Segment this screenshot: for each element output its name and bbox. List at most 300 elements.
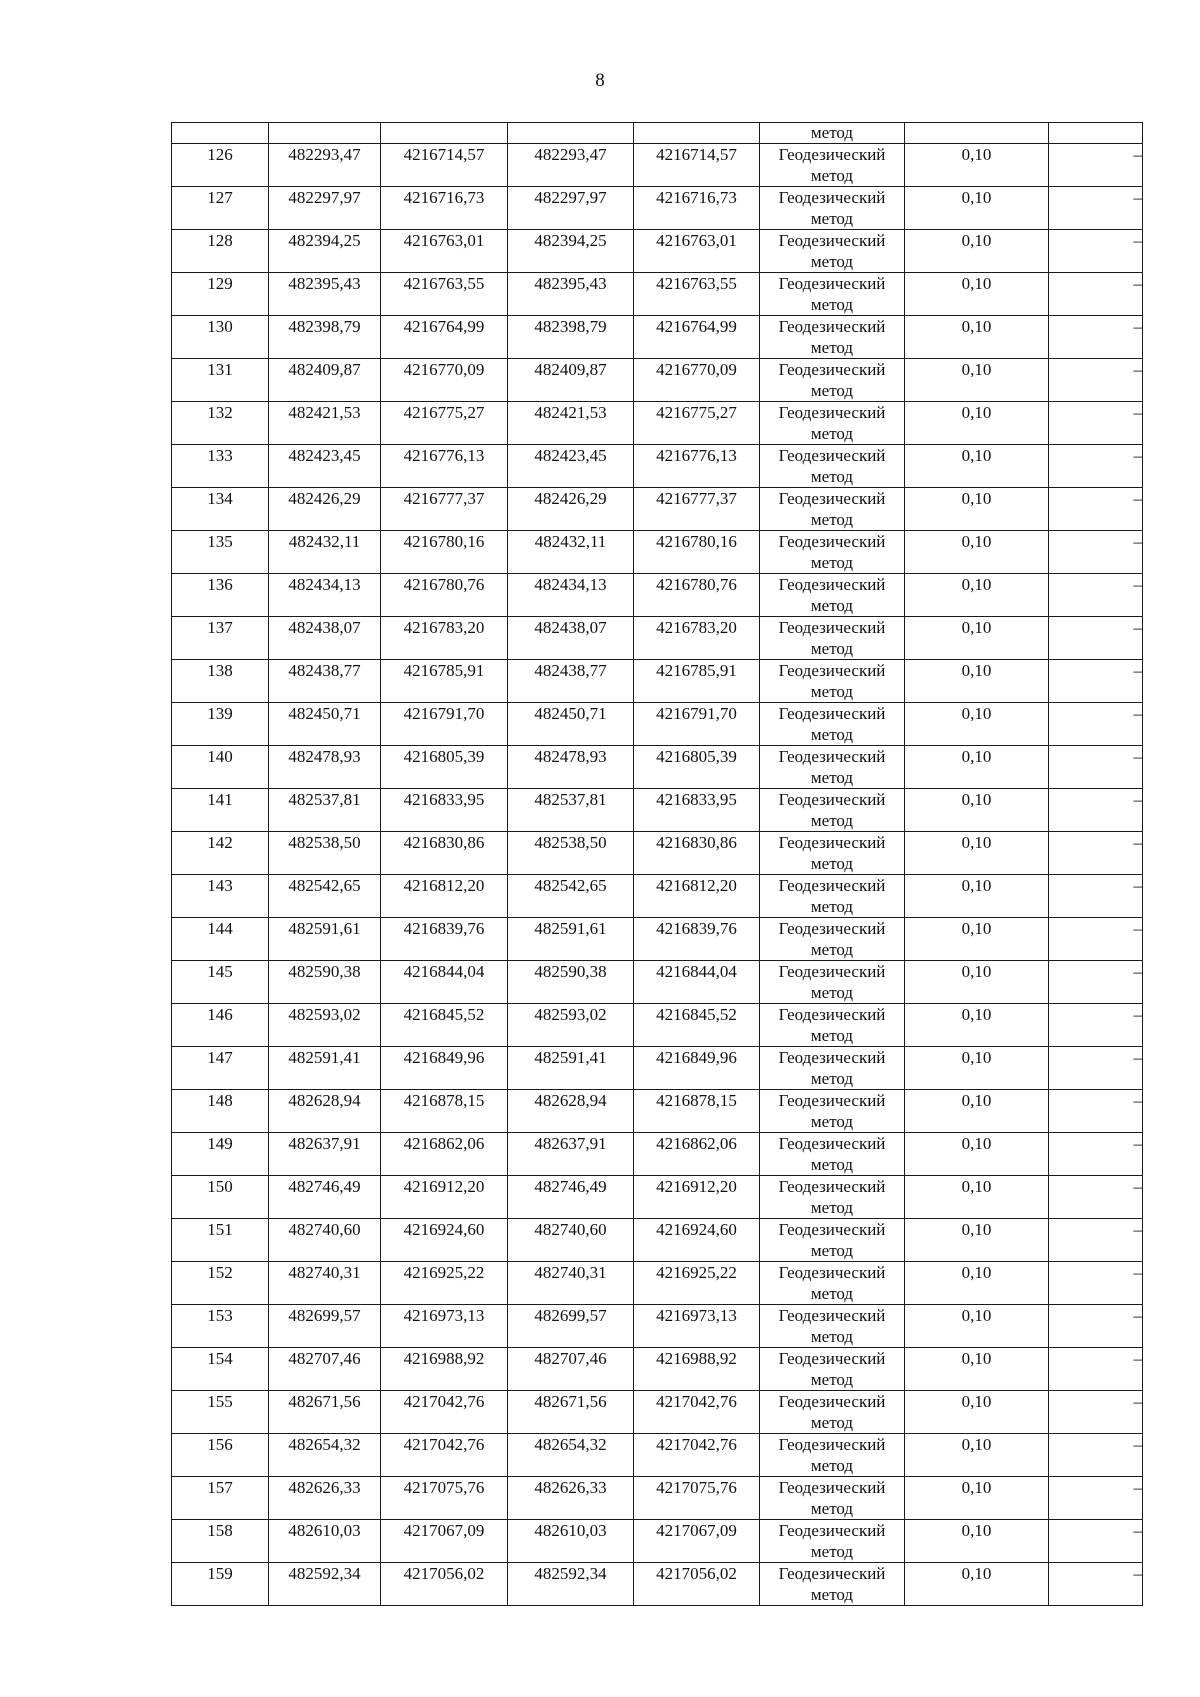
- method-cell: [760, 1176, 905, 1219]
- table-row: [172, 144, 1143, 187]
- table-row: [172, 1047, 1143, 1090]
- method-line: метод: [810, 811, 854, 830]
- method-line: метод: [810, 1112, 854, 1131]
- y-coordinate-cell: 4216812,20: [381, 875, 508, 918]
- x-coordinate-cell: 482398,79: [269, 316, 381, 359]
- table-row: [172, 1477, 1143, 1520]
- x-coordinate-cell: 482450,71: [508, 703, 634, 746]
- method-cell: [760, 230, 905, 273]
- table-row: [172, 488, 1143, 531]
- y-coordinate-cell: 4217067,09: [634, 1520, 760, 1563]
- method-cell: [760, 488, 905, 531]
- y-coordinate-cell: 4216775,27: [634, 402, 760, 445]
- point-number-cell: 155: [172, 1391, 269, 1434]
- x-coordinate-cell: 482699,57: [269, 1305, 381, 1348]
- accuracy-cell: 0,10: [905, 1434, 1049, 1477]
- x-coordinate-cell: 482740,31: [508, 1262, 634, 1305]
- note-cell: –: [1049, 230, 1143, 273]
- note-cell: –: [1049, 1434, 1143, 1477]
- x-coordinate-cell: 482432,11: [508, 531, 634, 574]
- x-coordinate-cell: 482293,47: [508, 144, 634, 187]
- accuracy-cell: 0,10: [905, 1348, 1049, 1391]
- method-line: метод: [810, 424, 854, 443]
- point-number-cell: 144: [172, 918, 269, 961]
- y-coordinate-cell: 4216849,96: [381, 1047, 508, 1090]
- x-coordinate-cell: 482395,43: [269, 273, 381, 316]
- method-line: метод: [810, 897, 854, 916]
- method-cell: [760, 703, 905, 746]
- y-coordinate-cell: 4216844,04: [381, 961, 508, 1004]
- y-coordinate-cell: 4216812,20: [634, 875, 760, 918]
- accuracy-cell: 0,10: [905, 1090, 1049, 1133]
- coordinates-table: [171, 122, 1143, 1606]
- method-cell: [760, 1434, 905, 1477]
- method-line: метод: [810, 1026, 854, 1045]
- method-cell: [760, 746, 905, 789]
- method-line: метод: [810, 1413, 854, 1432]
- point-number-cell: 139: [172, 703, 269, 746]
- y-coordinate-cell: 4216714,57: [381, 144, 508, 187]
- method-line: Геодезический: [778, 1220, 886, 1239]
- method-line: Геодезический: [778, 962, 886, 981]
- y-coordinate-cell: 4216764,99: [634, 316, 760, 359]
- y-coordinate-cell: 4216925,22: [381, 1262, 508, 1305]
- note-cell: –: [1049, 1090, 1143, 1133]
- y-coordinate-cell: 4217042,76: [381, 1391, 508, 1434]
- x-coordinate-cell: 482421,53: [269, 402, 381, 445]
- table-row: [172, 402, 1143, 445]
- method-cell: [760, 1219, 905, 1262]
- y-coordinate-cell: 4216791,70: [634, 703, 760, 746]
- y-coordinate-cell: 4216924,60: [381, 1219, 508, 1262]
- x-coordinate-cell: 482671,56: [269, 1391, 381, 1434]
- accuracy-cell: 0,10: [905, 703, 1049, 746]
- table-row: [172, 746, 1143, 789]
- point-number-cell: 133: [172, 445, 269, 488]
- y-coordinate-cell: 4217056,02: [381, 1563, 508, 1606]
- method-line: метод: [810, 1370, 854, 1389]
- method-cell: [760, 1477, 905, 1520]
- accuracy-cell: 0,10: [905, 617, 1049, 660]
- accuracy-cell: 0,10: [905, 531, 1049, 574]
- x-coordinate-cell: 482593,02: [508, 1004, 634, 1047]
- x-coordinate-cell: 482740,60: [269, 1219, 381, 1262]
- method-line: Геодезический: [778, 747, 886, 766]
- x-coordinate-cell: 482591,61: [269, 918, 381, 961]
- point-number-cell: 159: [172, 1563, 269, 1606]
- x-coordinate-cell: 482542,65: [269, 875, 381, 918]
- y-coordinate-cell: 4216714,57: [634, 144, 760, 187]
- y-coordinate-cell: 4216763,55: [634, 273, 760, 316]
- method-line: метод: [810, 1198, 854, 1217]
- y-coordinate-cell: 4216878,15: [634, 1090, 760, 1133]
- note-cell: –: [1049, 660, 1143, 703]
- x-coordinate-cell: 482394,25: [508, 230, 634, 273]
- method-line: Геодезический: [778, 1392, 886, 1411]
- y-coordinate-cell: 4216770,09: [381, 359, 508, 402]
- note-cell: –: [1049, 1176, 1143, 1219]
- point-number-cell: 128: [172, 230, 269, 273]
- y-coordinate-cell: 4216780,16: [381, 531, 508, 574]
- method-line: Геодезический: [778, 1091, 886, 1110]
- note-cell: –: [1049, 918, 1143, 961]
- method-line: Геодезический: [778, 704, 886, 723]
- x-coordinate-cell: 482654,32: [508, 1434, 634, 1477]
- y-coordinate-cell: 4216830,86: [381, 832, 508, 875]
- x-coordinate-cell: 482538,50: [269, 832, 381, 875]
- method-cell: [760, 1133, 905, 1176]
- accuracy-cell: 0,10: [905, 230, 1049, 273]
- note-cell: –: [1049, 617, 1143, 660]
- method-line: Геодезический: [778, 1134, 886, 1153]
- note-cell: –: [1049, 1133, 1143, 1176]
- method-cell: [760, 617, 905, 660]
- table-row: [172, 531, 1143, 574]
- note-cell: –: [1049, 1563, 1143, 1606]
- method-line: метод: [810, 1284, 854, 1303]
- note-cell: –: [1049, 746, 1143, 789]
- method-line: метод: [810, 1585, 854, 1604]
- accuracy-cell: 0,10: [905, 1262, 1049, 1305]
- y-coordinate-cell: 4216775,27: [381, 402, 508, 445]
- table-row: [172, 1090, 1143, 1133]
- accuracy-cell: 0,10: [905, 488, 1049, 531]
- note-cell: –: [1049, 832, 1143, 875]
- note-cell: –: [1049, 144, 1143, 187]
- method-line: метод: [810, 854, 854, 873]
- point-number-cell: 147: [172, 1047, 269, 1090]
- method-cell: [760, 187, 905, 230]
- note-cell: –: [1049, 1305, 1143, 1348]
- y-coordinate-cell: 4216925,22: [634, 1262, 760, 1305]
- x-coordinate-cell: 482593,02: [269, 1004, 381, 1047]
- x-coordinate-cell: 482293,47: [269, 144, 381, 187]
- y-coordinate-cell: 4216763,01: [381, 230, 508, 273]
- x-coordinate-cell: 482699,57: [508, 1305, 634, 1348]
- x-coordinate-cell: 482626,33: [269, 1477, 381, 1520]
- x-coordinate-cell: 482746,49: [508, 1176, 634, 1219]
- accuracy-cell: 0,10: [905, 1477, 1049, 1520]
- y-coordinate-cell: 4216862,06: [381, 1133, 508, 1176]
- y-coordinate-cell: 4217075,76: [634, 1477, 760, 1520]
- method-cell: [760, 918, 905, 961]
- method-cell: [760, 359, 905, 402]
- method-cell: [760, 1004, 905, 1047]
- y-coordinate-cell: 4216785,91: [381, 660, 508, 703]
- x-coordinate-cell: 482671,56: [508, 1391, 634, 1434]
- method-line: метод: [810, 639, 854, 658]
- y-coordinate-cell: 4216833,95: [634, 789, 760, 832]
- method-cell: [760, 1520, 905, 1563]
- method-line: метод: [810, 553, 854, 572]
- method-line: метод: [810, 725, 854, 744]
- y-coordinate-cell: 4216777,37: [381, 488, 508, 531]
- x-coordinate-cell: 482538,50: [508, 832, 634, 875]
- y-coordinate-cell: 4216839,76: [381, 918, 508, 961]
- y-coordinate-cell: 4216844,04: [634, 961, 760, 1004]
- method-cell: [760, 961, 905, 1004]
- x-coordinate-cell: 482434,13: [508, 574, 634, 617]
- y-coordinate-cell: 4217067,09: [381, 1520, 508, 1563]
- accuracy-cell: 0,10: [905, 316, 1049, 359]
- method-cell: [760, 445, 905, 488]
- y-coordinate-cell: 4216839,76: [634, 918, 760, 961]
- table-cell: [172, 123, 269, 144]
- point-number-cell: 142: [172, 832, 269, 875]
- method-line: метод: [810, 252, 854, 271]
- method-line: Геодезический: [778, 919, 886, 938]
- x-coordinate-cell: 482438,77: [508, 660, 634, 703]
- method-line: Геодезический: [778, 1478, 886, 1497]
- method-line: метод: [810, 768, 854, 787]
- x-coordinate-cell: 482707,46: [508, 1348, 634, 1391]
- y-coordinate-cell: 4216973,13: [634, 1305, 760, 1348]
- x-coordinate-cell: 482394,25: [269, 230, 381, 273]
- y-coordinate-cell: 4216912,20: [634, 1176, 760, 1219]
- x-coordinate-cell: 482537,81: [269, 789, 381, 832]
- method-cell: [760, 875, 905, 918]
- y-coordinate-cell: 4216988,92: [381, 1348, 508, 1391]
- point-number-cell: 137: [172, 617, 269, 660]
- y-coordinate-cell: 4217042,76: [381, 1434, 508, 1477]
- table-row: [172, 832, 1143, 875]
- table-cell: [1049, 123, 1143, 144]
- method-cell: [760, 1348, 905, 1391]
- accuracy-cell: 0,10: [905, 187, 1049, 230]
- y-coordinate-cell: 4216878,15: [381, 1090, 508, 1133]
- table-row: [172, 1520, 1143, 1563]
- table-row: [172, 1434, 1143, 1477]
- point-number-cell: 134: [172, 488, 269, 531]
- y-coordinate-cell: 4216770,09: [634, 359, 760, 402]
- accuracy-cell: 0,10: [905, 144, 1049, 187]
- x-coordinate-cell: 482592,34: [269, 1563, 381, 1606]
- y-coordinate-cell: 4216716,73: [381, 187, 508, 230]
- table-body: [172, 123, 1143, 1606]
- x-coordinate-cell: 482610,03: [269, 1520, 381, 1563]
- x-coordinate-cell: 482637,91: [508, 1133, 634, 1176]
- y-coordinate-cell: 4216776,13: [381, 445, 508, 488]
- point-number-cell: 136: [172, 574, 269, 617]
- x-coordinate-cell: 482423,45: [269, 445, 381, 488]
- table-cell: [269, 123, 381, 144]
- point-number-cell: 146: [172, 1004, 269, 1047]
- accuracy-cell: 0,10: [905, 832, 1049, 875]
- x-coordinate-cell: 482592,34: [508, 1563, 634, 1606]
- accuracy-cell: 0,10: [905, 660, 1049, 703]
- point-number-cell: 154: [172, 1348, 269, 1391]
- table-row: [172, 1391, 1143, 1434]
- page-number: 8: [595, 70, 605, 91]
- accuracy-cell: 0,10: [905, 1219, 1049, 1262]
- method-line: Геодезический: [778, 1435, 886, 1454]
- method-line: Геодезический: [778, 1263, 886, 1282]
- table-cell: [381, 123, 508, 144]
- accuracy-cell: 0,10: [905, 1563, 1049, 1606]
- x-coordinate-cell: 482297,97: [269, 187, 381, 230]
- y-coordinate-cell: 4216776,13: [634, 445, 760, 488]
- x-coordinate-cell: 482438,07: [508, 617, 634, 660]
- accuracy-cell: 0,10: [905, 574, 1049, 617]
- table-row: [172, 789, 1143, 832]
- note-cell: –: [1049, 1348, 1143, 1391]
- y-coordinate-cell: 4216763,01: [634, 230, 760, 273]
- note-cell: –: [1049, 1391, 1143, 1434]
- method-line: Геодезический: [778, 1564, 886, 1583]
- accuracy-cell: 0,10: [905, 1520, 1049, 1563]
- point-number-cell: 152: [172, 1262, 269, 1305]
- method-line: метод: [810, 467, 854, 486]
- method-cell: [760, 402, 905, 445]
- y-coordinate-cell: 4216780,76: [381, 574, 508, 617]
- x-coordinate-cell: 482423,45: [508, 445, 634, 488]
- method-cell: [760, 574, 905, 617]
- note-cell: –: [1049, 789, 1143, 832]
- y-coordinate-cell: 4216833,95: [381, 789, 508, 832]
- note-cell: –: [1049, 531, 1143, 574]
- method-line: Геодезический: [778, 145, 886, 164]
- method-line: Геодезический: [778, 317, 886, 336]
- y-coordinate-cell: 4216830,86: [634, 832, 760, 875]
- method-line: Геодезический: [778, 446, 886, 465]
- method-cell: [760, 832, 905, 875]
- accuracy-cell: 0,10: [905, 875, 1049, 918]
- x-coordinate-cell: 482297,97: [508, 187, 634, 230]
- method-line: метод: [810, 1542, 854, 1561]
- table-row: [172, 617, 1143, 660]
- note-cell: –: [1049, 488, 1143, 531]
- x-coordinate-cell: 482591,41: [269, 1047, 381, 1090]
- method-line: метод: [810, 940, 854, 959]
- point-number-cell: 150: [172, 1176, 269, 1219]
- method-line: Геодезический: [778, 833, 886, 852]
- table-row: [172, 1563, 1143, 1606]
- method-line: метод: [810, 1499, 854, 1518]
- method-cell: [760, 789, 905, 832]
- x-coordinate-cell: 482590,38: [269, 961, 381, 1004]
- accuracy-cell: 0,10: [905, 1133, 1049, 1176]
- y-coordinate-cell: 4216973,13: [381, 1305, 508, 1348]
- method-line: Геодезический: [778, 274, 886, 293]
- point-number-cell: 157: [172, 1477, 269, 1520]
- note-cell: –: [1049, 574, 1143, 617]
- method-line: Геодезический: [778, 618, 886, 637]
- table-row: [172, 961, 1143, 1004]
- note-cell: –: [1049, 187, 1143, 230]
- table-row: [172, 1219, 1143, 1262]
- y-coordinate-cell: 4216912,20: [381, 1176, 508, 1219]
- x-coordinate-cell: 482591,61: [508, 918, 634, 961]
- x-coordinate-cell: 482740,31: [269, 1262, 381, 1305]
- point-number-cell: 126: [172, 144, 269, 187]
- method-cell: [760, 1262, 905, 1305]
- method-line: метод: [810, 1327, 854, 1346]
- y-coordinate-cell: 4216988,92: [634, 1348, 760, 1391]
- table-row: [172, 574, 1143, 617]
- table-cell: [634, 123, 760, 144]
- note-cell: –: [1049, 1477, 1143, 1520]
- point-number-cell: 151: [172, 1219, 269, 1262]
- table-row: [172, 660, 1143, 703]
- x-coordinate-cell: 482426,29: [508, 488, 634, 531]
- x-coordinate-cell: 482654,32: [269, 1434, 381, 1477]
- method-line: Геодезический: [778, 1048, 886, 1067]
- method-line: Геодезический: [778, 489, 886, 508]
- y-coordinate-cell: 4217042,76: [634, 1391, 760, 1434]
- y-coordinate-cell: 4216783,20: [381, 617, 508, 660]
- point-number-cell: 140: [172, 746, 269, 789]
- method-line: Геодезический: [778, 1349, 886, 1368]
- method-cell: метод: [760, 123, 905, 144]
- y-coordinate-cell: 4216763,55: [381, 273, 508, 316]
- point-number-cell: 132: [172, 402, 269, 445]
- method-cell: [760, 1305, 905, 1348]
- method-cell: [760, 531, 905, 574]
- method-line: Геодезический: [778, 876, 886, 895]
- x-coordinate-cell: 482409,87: [508, 359, 634, 402]
- method-line: Геодезический: [778, 231, 886, 250]
- y-coordinate-cell: 4216924,60: [634, 1219, 760, 1262]
- point-number-cell: 143: [172, 875, 269, 918]
- table-row: [172, 875, 1143, 918]
- table-row: [172, 187, 1143, 230]
- y-coordinate-cell: 4216777,37: [634, 488, 760, 531]
- point-number-cell: 135: [172, 531, 269, 574]
- accuracy-cell: 0,10: [905, 273, 1049, 316]
- table-row: [172, 273, 1143, 316]
- method-line: Геодезический: [778, 403, 886, 422]
- method-cell: [760, 660, 905, 703]
- method-cell: [760, 316, 905, 359]
- method-cell: [760, 1090, 905, 1133]
- y-coordinate-cell: 4216805,39: [634, 746, 760, 789]
- y-coordinate-cell: 4216845,52: [634, 1004, 760, 1047]
- x-coordinate-cell: 482426,29: [269, 488, 381, 531]
- x-coordinate-cell: 482434,13: [269, 574, 381, 617]
- method-cell: [760, 273, 905, 316]
- accuracy-cell: 0,10: [905, 961, 1049, 1004]
- point-number-cell: 149: [172, 1133, 269, 1176]
- table-row: [172, 1305, 1143, 1348]
- point-number-cell: 153: [172, 1305, 269, 1348]
- table-row: [172, 230, 1143, 273]
- y-coordinate-cell: 4217042,76: [634, 1434, 760, 1477]
- method-line: метод: [810, 166, 854, 185]
- table-row: [172, 1262, 1143, 1305]
- x-coordinate-cell: 482398,79: [508, 316, 634, 359]
- y-coordinate-cell: 4217075,76: [381, 1477, 508, 1520]
- method-line: метод: [810, 1456, 854, 1475]
- note-cell: –: [1049, 1004, 1143, 1047]
- point-number-cell: 156: [172, 1434, 269, 1477]
- accuracy-cell: 0,10: [905, 746, 1049, 789]
- x-coordinate-cell: 482590,38: [508, 961, 634, 1004]
- note-cell: –: [1049, 273, 1143, 316]
- accuracy-cell: 0,10: [905, 402, 1049, 445]
- y-coordinate-cell: 4216805,39: [381, 746, 508, 789]
- method-line: метод: [810, 1069, 854, 1088]
- method-line: Геодезический: [778, 790, 886, 809]
- point-number-cell: 141: [172, 789, 269, 832]
- x-coordinate-cell: 482478,93: [508, 746, 634, 789]
- x-coordinate-cell: 482409,87: [269, 359, 381, 402]
- x-coordinate-cell: 482395,43: [508, 273, 634, 316]
- x-coordinate-cell: 482610,03: [508, 1520, 634, 1563]
- table-row: [172, 359, 1143, 402]
- table-row: [172, 1176, 1143, 1219]
- method-line: Геодезический: [778, 661, 886, 680]
- point-number-cell: 129: [172, 273, 269, 316]
